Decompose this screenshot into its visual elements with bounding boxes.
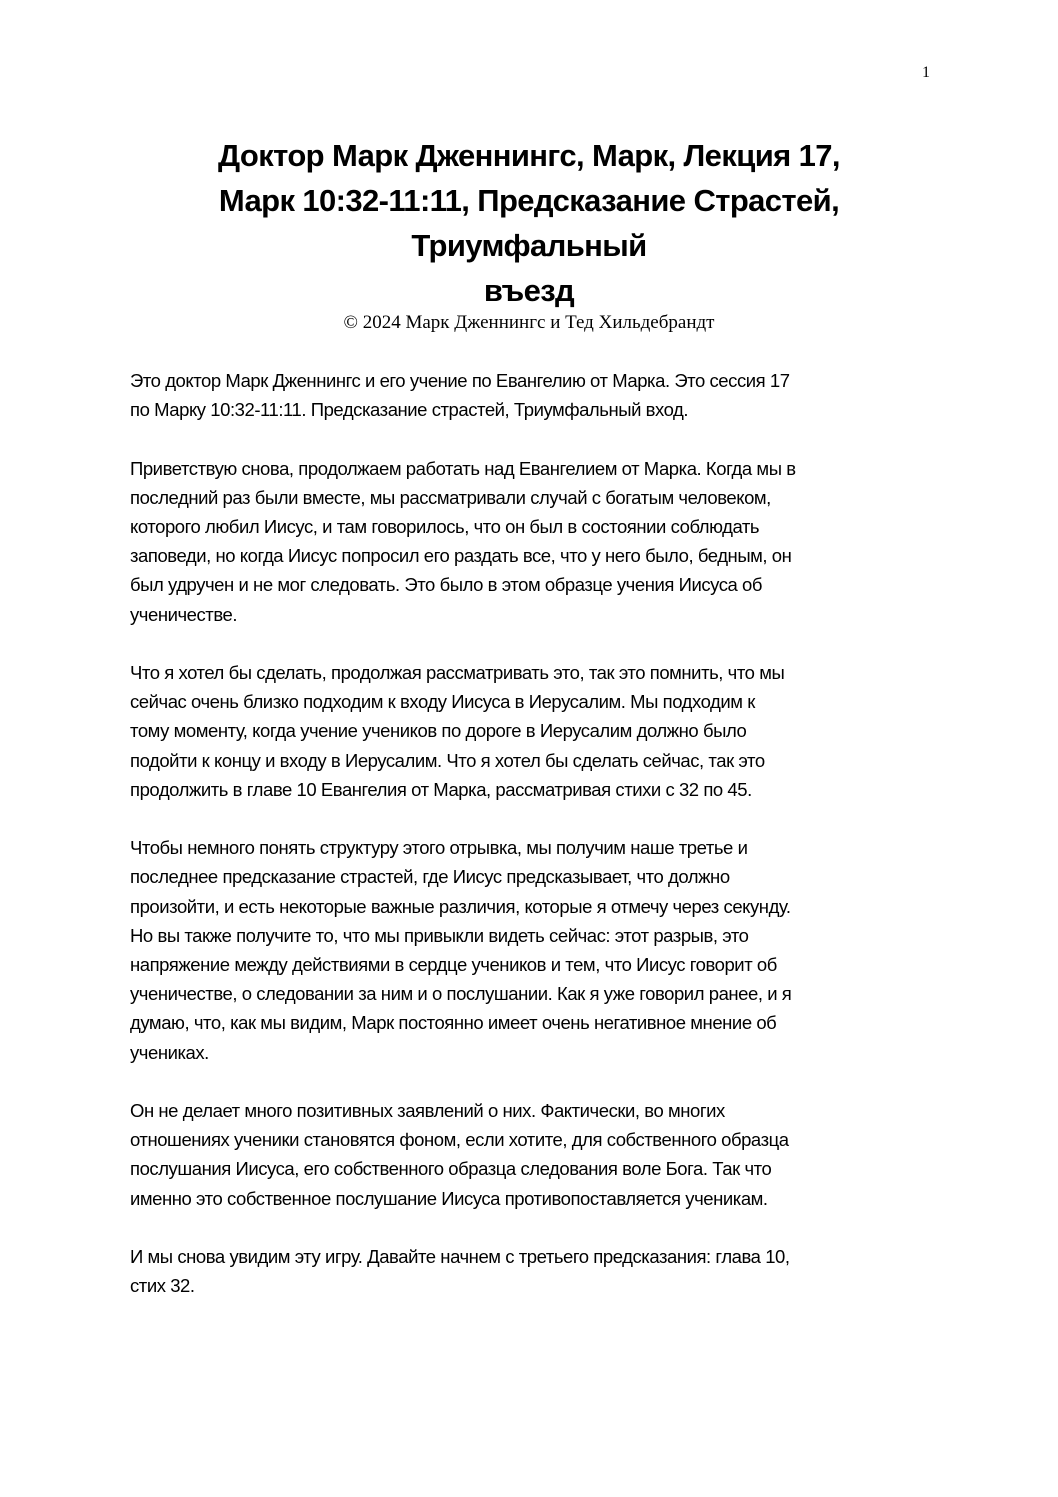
page-number: 1 <box>922 64 930 81</box>
text-line: ученичестве, о следовании за ним и о послушании. Как я уже говорил ранее, и я <box>130 983 792 1005</box>
text-line: Приветствую снова, продолжаем работать над Евангелием от Марка. Когда мы в <box>130 457 796 479</box>
text-line: И мы снова увидим эту игру. Давайте начнем с третьего предсказания: глава 10, <box>130 1246 790 1268</box>
title-line: Марк 10:32-11:11, Предсказание Страстей, <box>218 183 840 218</box>
text-line: Он не делает много позитивных заявлений о них. Фактически, во многих <box>130 1100 725 1122</box>
text-line: последнее предсказание страстей, где Иисус предсказывает, что должно <box>130 866 730 888</box>
copyright-line: © 2024 Марк Дженнингс и Тед Хильдебрандт <box>343 312 715 333</box>
text-line: Что я хотел бы сделать, продолжая рассматривать это, так это помнить, что мы <box>130 662 785 683</box>
title-line: Доктор Марк Дженнингс, Марк, Лекция 17, <box>218 138 840 173</box>
title-line: Триумфальный <box>411 228 647 263</box>
paragraph <box>130 1096 796 1213</box>
title-line: въезд <box>483 273 575 308</box>
text-line: тому моменту, когда учение учеников по дороге в Иерусалим должно было <box>130 720 747 742</box>
text-line: учениках. <box>130 1041 209 1063</box>
text-line: заповеди, но когда Иисус попросил его раздать все, что у него было, бедным, он <box>130 545 792 567</box>
text-line: произойти, и есть некоторые важные различия, которые я отмечу через секунду. <box>130 895 791 917</box>
text-line: думаю, что, как мы видим, Марк постоянно имеет очень негативное мнение об <box>130 1012 777 1034</box>
text-line: подойти к концу и входу в Иерусалим. Что я хотел бы сделать сейчас, так это <box>130 749 765 771</box>
text-line: сейчас очень близко подходим к входу Иисуса в Иерусалим. Мы подходим к <box>130 691 755 713</box>
text-line: стих 32. <box>130 1275 195 1297</box>
text-line: Но вы также получите то, что мы привыкли видеть сейчас: этот разрыв, это <box>130 924 749 946</box>
document-body <box>130 366 796 1330</box>
text-line: продолжить в главе 10 Евангелия от Марка, рассматривая стихи с 32 по 45. <box>130 778 752 800</box>
text-line: по Марку 10:32-11:11. Предсказание страстей, Триумфальный вход. <box>130 399 689 421</box>
text-line: именно это собственное послушание Иисуса противопоставляется ученикам. <box>130 1187 768 1209</box>
text-line: отношениях ученики становятся фоном, если хотите, для собственного образца <box>130 1129 789 1151</box>
document-title <box>0 133 1058 313</box>
text-line: был удручен и не мог следовать. Это было в этом образце учения Иисуса об <box>130 574 763 596</box>
text-line: Это доктор Марк Дженнингс и его учение по Евангелию от Марка. Это сессия 17 <box>130 370 790 391</box>
paragraph <box>130 1242 796 1300</box>
paragraph <box>130 454 796 629</box>
paragraph <box>130 833 796 1067</box>
paragraph <box>130 658 796 804</box>
text-line: последний раз были вместе, мы рассматривали случай с богатым человеком, <box>130 486 771 508</box>
text-line: послушания Иисуса, его собственного образца следования воле Бога. Так что <box>130 1158 772 1180</box>
text-line: ученичестве. <box>130 603 238 625</box>
text-line: Чтобы немного понять структуру этого отрывка, мы получим наше третье и <box>130 837 748 859</box>
text-line: напряжение между действиями в сердце учеников и тем, что Иисус говорит об <box>130 954 777 976</box>
paragraph <box>130 366 796 424</box>
text-line: которого любил Иисус, и там говорилось, что он был в состоянии соблюдать <box>130 516 760 537</box>
